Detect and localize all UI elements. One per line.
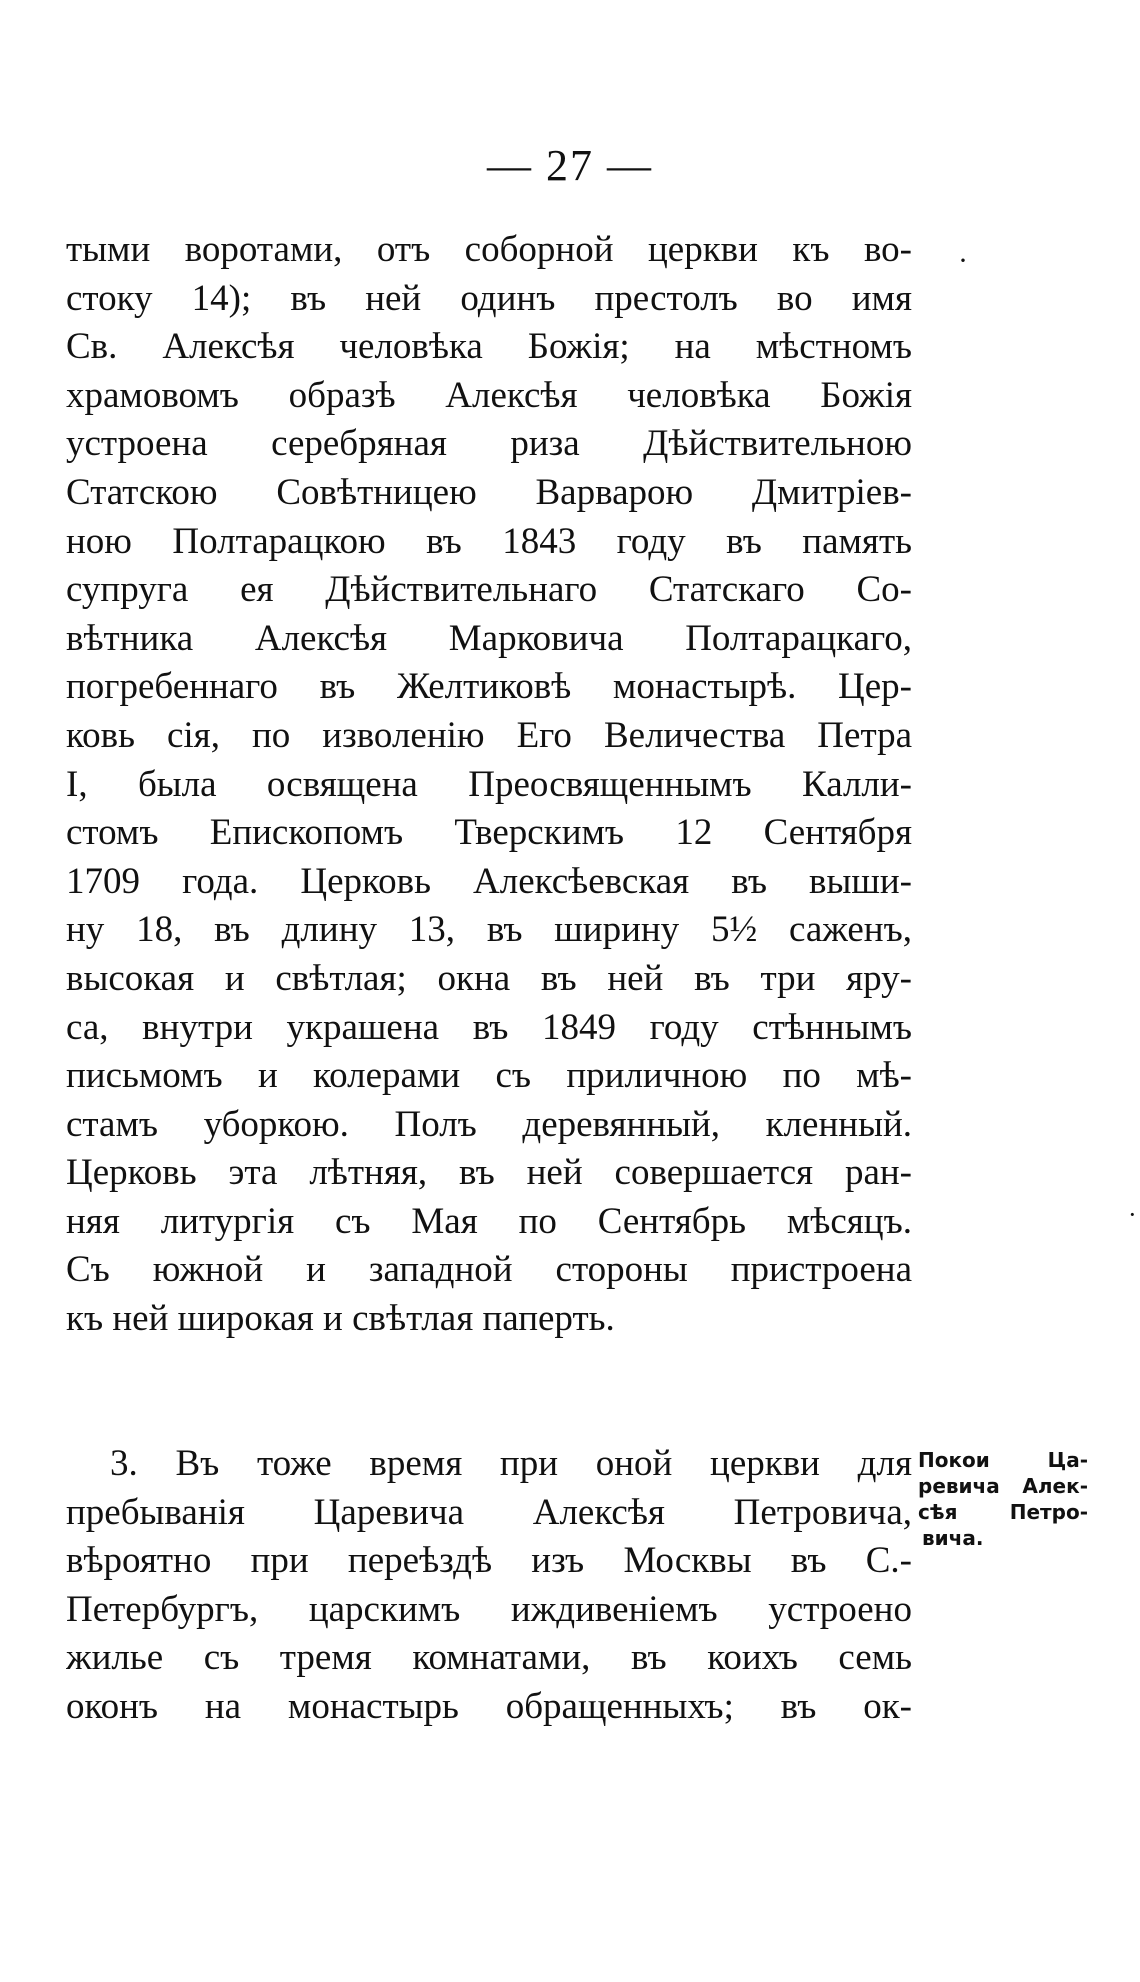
text-line: Съ южной и западной стороны пристроена xyxy=(66,1249,912,1291)
text-line: ною Полтарацкою въ 1843 году въ память xyxy=(66,520,912,562)
text-line: тыми воротами, отъ соборной церкви къ во- xyxy=(66,229,912,270)
text-line: высокая и свѣтлая; окна въ ней въ три яру- xyxy=(66,957,912,999)
margin-note-line: ревича Алек- xyxy=(918,1474,1088,1498)
paragraph-church-description xyxy=(66,226,912,1344)
text-line: Св. Алексѣя человѣка Божія; на мѣстномъ xyxy=(66,326,912,368)
text-line: вѣроятно при переѣздѣ изъ Москвы въ С.- xyxy=(66,1540,912,1582)
text-line: къ ней широкая и свѣтлая паперть. xyxy=(66,1298,615,1340)
text-line: письмомъ и колерами съ приличною по мѣ- xyxy=(66,1055,912,1097)
text-line: вѣтника Алексѣя Марковича Полтарацкаго, xyxy=(66,617,912,659)
text-line: 3. Въ тоже время при оной церкви для xyxy=(110,1443,912,1484)
text-line: стамъ уборкою. Полъ деревянный, кленный. xyxy=(66,1103,912,1145)
text-line: погребеннаго въ Желтиковѣ монастырѣ. Цер- xyxy=(66,666,912,708)
text-line: 1709 года. Церковь Алексѣевская въ выши- xyxy=(66,860,912,902)
margin-note-line: вича. xyxy=(922,1526,984,1550)
text-line: са, внутри украшена въ 1849 году стѣннымъ xyxy=(66,1006,912,1048)
text-line: храмовомъ образѣ Алексѣя человѣка Божія xyxy=(66,374,912,416)
page-number: — 27 — xyxy=(487,141,653,190)
text-line: I, была освящена Преосвященнымъ Калли- xyxy=(66,763,912,805)
text-line: жилье съ тремя комнатами, въ коихъ семь xyxy=(66,1637,912,1679)
paragraph-tsarevich-quarters xyxy=(66,1440,912,1732)
print-speck: · xyxy=(958,244,968,277)
text-line: стомъ Епископомъ Тверскимъ 12 Сентября xyxy=(66,812,912,854)
margin-note-line: Покои Ца- xyxy=(918,1448,1088,1472)
margin-note-line: сѣя Петро- xyxy=(918,1500,1088,1524)
text-line: Статскою Совѣтницею Варварою Дмитріев- xyxy=(66,471,912,513)
text-line: няя литургія съ Мая по Сентябрь мѣсяцъ. xyxy=(66,1200,912,1242)
text-line: ну 18, въ длину 13, въ ширину 5½ саженъ, xyxy=(66,909,912,951)
text-line: стоку 14); въ ней одинъ престолъ во имя xyxy=(66,277,912,319)
text-line: устроена серебряная риза Дѣйствительною xyxy=(66,423,912,465)
text-line: пребыванія Царевича Алексѣя Петровича, xyxy=(66,1491,912,1533)
text-line: ковь сія, по изволенію Его Величества Петра xyxy=(66,714,912,756)
text-line: оконъ на монастырь обращенныхъ; въ ок- xyxy=(66,1685,912,1727)
print-speck: · xyxy=(1128,1200,1137,1229)
text-line: Церковь эта лѣтняя, въ ней совершается ран- xyxy=(66,1152,912,1194)
margin-note xyxy=(918,1447,1088,1551)
text-line: Петербургъ, царскимъ иждивеніемъ устроено xyxy=(66,1588,912,1630)
text-line: супруга ея Дѣйствительнаго Статскаго Со- xyxy=(66,569,912,611)
